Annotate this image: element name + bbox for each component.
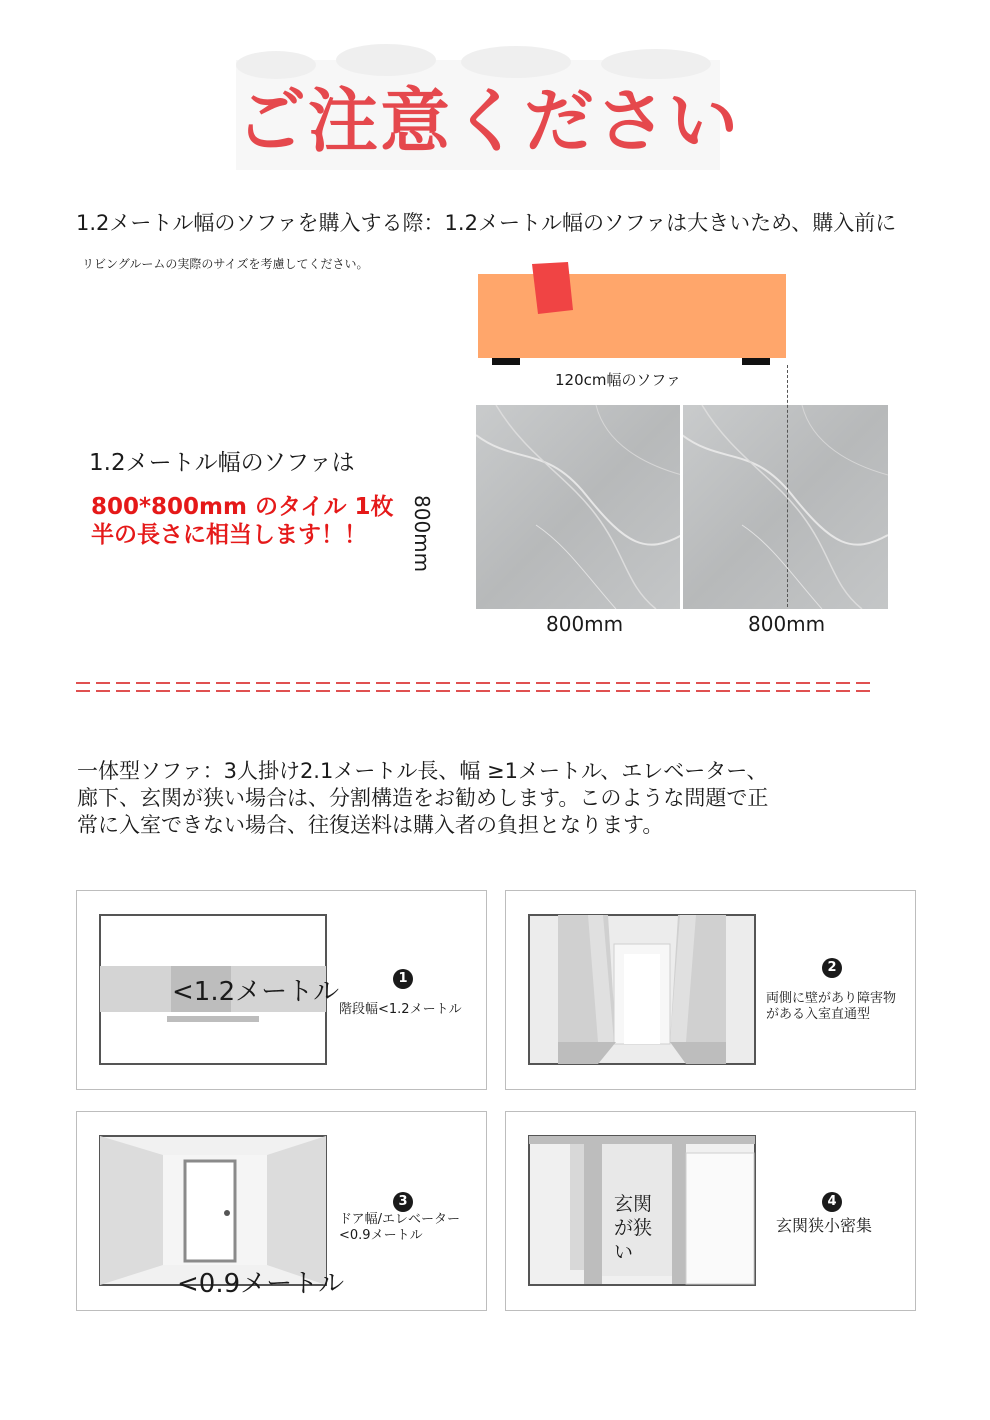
panel-caption: ドア幅/エレベーター<0.9メートル <box>339 1212 460 1243</box>
sofa-width-label: 120cm幅のソファ <box>555 371 681 389</box>
step-number-badge: 4 <box>822 1192 842 1212</box>
corridor-scene <box>528 914 756 1065</box>
intro-line-1: 1.2メートル幅のソファを購入する際：1.2メートル幅のソファは大きいため、購入前に <box>76 211 897 235</box>
sofa-note-heading: 1.2メートル幅のソファは <box>89 450 355 476</box>
intro-line-2: リビングルームの実際のサイズを考慮してください。 <box>82 257 369 271</box>
tile-width-label: 800mm <box>748 612 826 636</box>
tile-height-label: 800mm <box>410 495 434 573</box>
door-width-overlay: <0.9メートル <box>177 1269 345 1299</box>
tile-width-label: 800mm <box>546 612 624 636</box>
panel-caption: 階段幅<1.2メートル <box>339 1002 462 1017</box>
sofa-end-dashed-line <box>787 365 788 607</box>
entrance-overlay: 玄関が狭い <box>614 1193 653 1263</box>
marble-tile <box>476 405 682 609</box>
panel-corridor <box>505 890 916 1090</box>
page-title: ご注意ください <box>236 80 740 162</box>
step-number-badge: 3 <box>393 1192 413 1212</box>
panel-caption: 玄関狭小密集 <box>776 1216 873 1235</box>
stair-width-overlay: <1.2メートル <box>172 977 340 1007</box>
marble-tile <box>682 405 888 609</box>
panel-stair-width <box>76 890 487 1090</box>
sofa-note-warning: 800*800mm のタイル 1枚半の長さに相当します！！ <box>91 494 394 548</box>
dashed-divider <box>76 682 871 696</box>
panel-door-width <box>76 1111 487 1311</box>
split-structure-notice: 一体型ソファ：3人掛け2.1メートル長、幅 ≥1メートル、エレベーター、廊下、玄関が狭い場合は、分割構造をお勧めします。このような問題で正常に入室できない場合、往復送料は購入者の負担となります。 <box>77 759 769 837</box>
step-number-badge: 2 <box>822 958 842 978</box>
step-number-badge: 1 <box>393 969 413 989</box>
panel-caption: 両側に壁があり障害物がある入室直通型 <box>766 991 897 1022</box>
panel-entrance <box>505 1111 916 1311</box>
sofa-illustration <box>470 258 800 373</box>
tile-grout-line <box>680 405 683 609</box>
